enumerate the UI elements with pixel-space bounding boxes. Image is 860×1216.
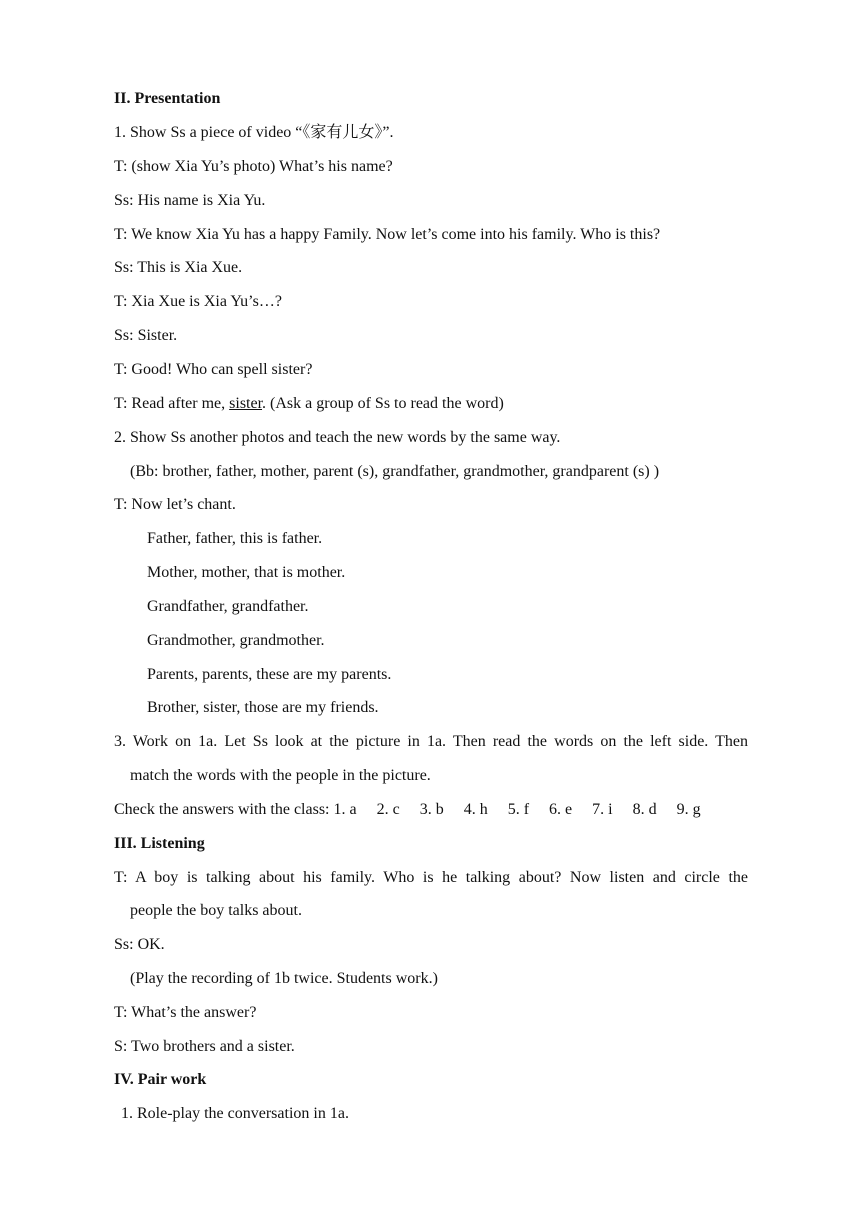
read-prefix: T: Read after me,	[114, 395, 230, 412]
teacher-question: T: What’s the answer?	[114, 1004, 257, 1021]
read-after-me-line	[114, 394, 504, 414]
step-3-line-2: match the words with the people in the picture.	[130, 767, 431, 784]
underlined-word-sister: sister	[229, 395, 263, 412]
students-reply: Ss: OK.	[114, 936, 165, 953]
dialog-line: T: (show Xia Yu’s photo) What’s his name?	[114, 158, 393, 175]
listening-teacher-line-1: T: A boy is talking about his family. Who is he talking about? Now listen and circle the	[114, 869, 748, 886]
read-suffix: . (Ask a group of Ss to read the word)	[262, 395, 504, 412]
blackboard-words: (Bb: brother, father, mother, parent (s), grandfather, grandmother, grandparent (s) )	[130, 463, 660, 480]
step-2-photos: 2. Show Ss another photos and teach the new words by the same way.	[114, 429, 561, 446]
dialog-line: T: Good! Who can spell sister?	[114, 361, 313, 378]
recording-note: (Play the recording of 1b twice. Students work.)	[130, 970, 438, 987]
chant-line: Grandfather, grandfather.	[147, 598, 309, 615]
step-1-video: 1. Show Ss a piece of video “《家有儿女》”.	[114, 124, 394, 141]
chant-line: Brother, sister, those are my friends.	[147, 699, 379, 716]
section-heading-listening: III. Listening	[114, 835, 205, 852]
dialog-line: Ss: His name is Xia Yu.	[114, 192, 266, 209]
answer-key: Check the answers with the class: 1. a 2. c 3. b 4. h 5. f 6. e 7. i 8. d 9. g	[114, 801, 701, 818]
pair-work-step-1: 1. Role-play the conversation in 1a.	[121, 1105, 349, 1122]
student-answer: S: Two brothers and a sister.	[114, 1038, 295, 1055]
chant-intro: T: Now let’s chant.	[114, 496, 236, 513]
dialog-line: Ss: Sister.	[114, 327, 178, 344]
step-3-line-1: 3. Work on 1a. Let Ss look at the picture in 1a. Then read the words on the left side. Then	[114, 733, 748, 750]
chant-line: Father, father, this is father.	[147, 530, 323, 547]
dialog-line: T: Xia Xue is Xia Yu’s…?	[114, 293, 282, 310]
dialog-line: Ss: This is Xia Xue.	[114, 259, 243, 276]
section-heading-presentation: II. Presentation	[114, 90, 221, 107]
chant-line: Grandmother, grandmother.	[147, 632, 325, 649]
chant-line: Parents, parents, these are my parents.	[147, 666, 392, 683]
section-heading-pair-work: IV. Pair work	[114, 1071, 207, 1088]
chant-line: Mother, mother, that is mother.	[147, 564, 346, 581]
listening-teacher-line-2: people the boy talks about.	[130, 902, 302, 919]
dialog-line: T: We know Xia Yu has a happy Family. Now let’s come into his family. Who is this?	[114, 226, 661, 243]
